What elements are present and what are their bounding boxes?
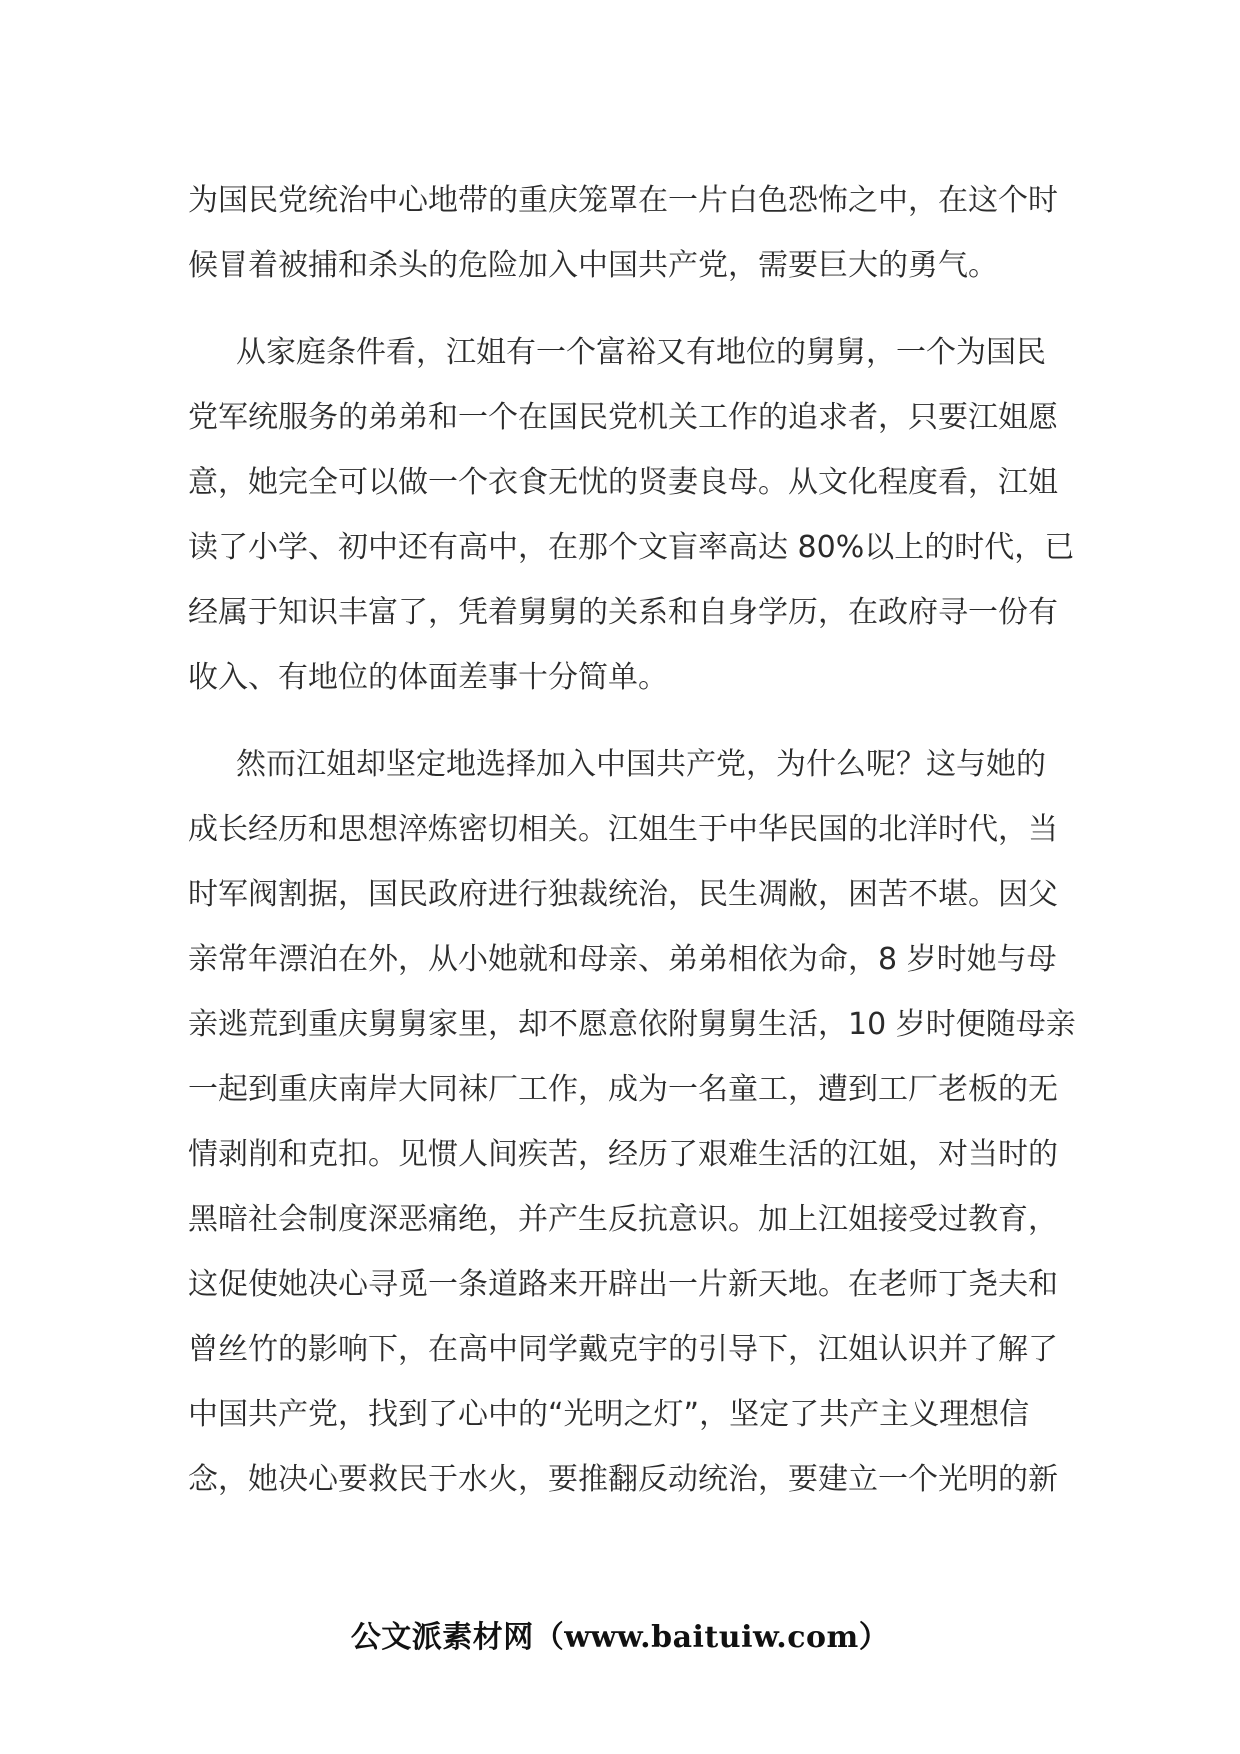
text-line: 经属于知识丰富了，凭着舅舅的关系和自身学历，在政府寻一份有: [188, 595, 1058, 630]
text-line: 候冒着被捕和杀头的危险加入中国共产党，需要巨大的勇气。: [188, 248, 998, 283]
text-line: 读了小学、初中还有高中，在那个文盲率高达 80%以上的时代，已: [188, 530, 1075, 565]
text-line: 这促使她决心寻觅一条道路来开辟出一片新天地。在老师丁尧夫和: [188, 1267, 1058, 1302]
page-footer: 公文派素材网（www.baituiw.com）: [350, 1620, 890, 1655]
text-line: 从家庭条件看，江姐有一个富裕又有地位的舅舅，一个为国民: [236, 335, 1046, 370]
text-line: 中国共产党，找到了心中的“光明之灯”，坚定了共产主义理想信: [188, 1397, 1030, 1432]
text-line: 党军统服务的弟弟和一个在国民党机关工作的追求者，只要江姐愿: [188, 400, 1058, 435]
paragraph: [188, 168, 1058, 298]
text-line: 情剥削和克扣。见惯人间疾苦，经历了艰难生活的江姐，对当时的: [188, 1137, 1058, 1172]
text-line: 为国民党统治中心地带的重庆笼罩在一片白色恐怖之中，在这个时: [188, 183, 1058, 218]
text-line: 一起到重庆南岸大同袜厂工作，成为一名童工，遭到工厂老板的无: [188, 1072, 1058, 1107]
text-line: 黑暗社会制度深恶痛绝，并产生反抗意识。加上江姐接受过教育，: [188, 1202, 1058, 1237]
text-line: 亲逃荒到重庆舅舅家里，却不愿意依附舅舅生活，10 岁时便随母亲: [188, 1007, 1076, 1042]
text-line: 曾丝竹的影响下，在高中同学戴克宇的引导下，江姐认识并了解了: [188, 1332, 1058, 1367]
text-line: 收入、有地位的体面差事十分简单。: [188, 660, 668, 695]
text-line: 亲常年漂泊在外，从小她就和母亲、弟弟相依为命，8 岁时她与母: [188, 942, 1057, 977]
text-line: 成长经历和思想淬炼密切相关。江姐生于中华民国的北洋时代，当: [188, 812, 1058, 847]
text-line: 意，她完全可以做一个衣食无忧的贤妻良母。从文化程度看，江姐: [188, 465, 1058, 500]
text-line: 时军阀割据，国民政府进行独裁统治，民生凋敝，困苦不堪。因父: [188, 877, 1058, 912]
paragraph: [188, 320, 1075, 710]
text-line: 念，她决心要救民于水火，要推翻反动统治，要建立一个光明的新: [188, 1462, 1058, 1497]
paragraph: [188, 732, 1076, 1512]
text-line: 然而江姐却坚定地选择加入中国共产党，为什么呢？这与她的: [236, 747, 1046, 782]
body-text: [188, 168, 1076, 1534]
